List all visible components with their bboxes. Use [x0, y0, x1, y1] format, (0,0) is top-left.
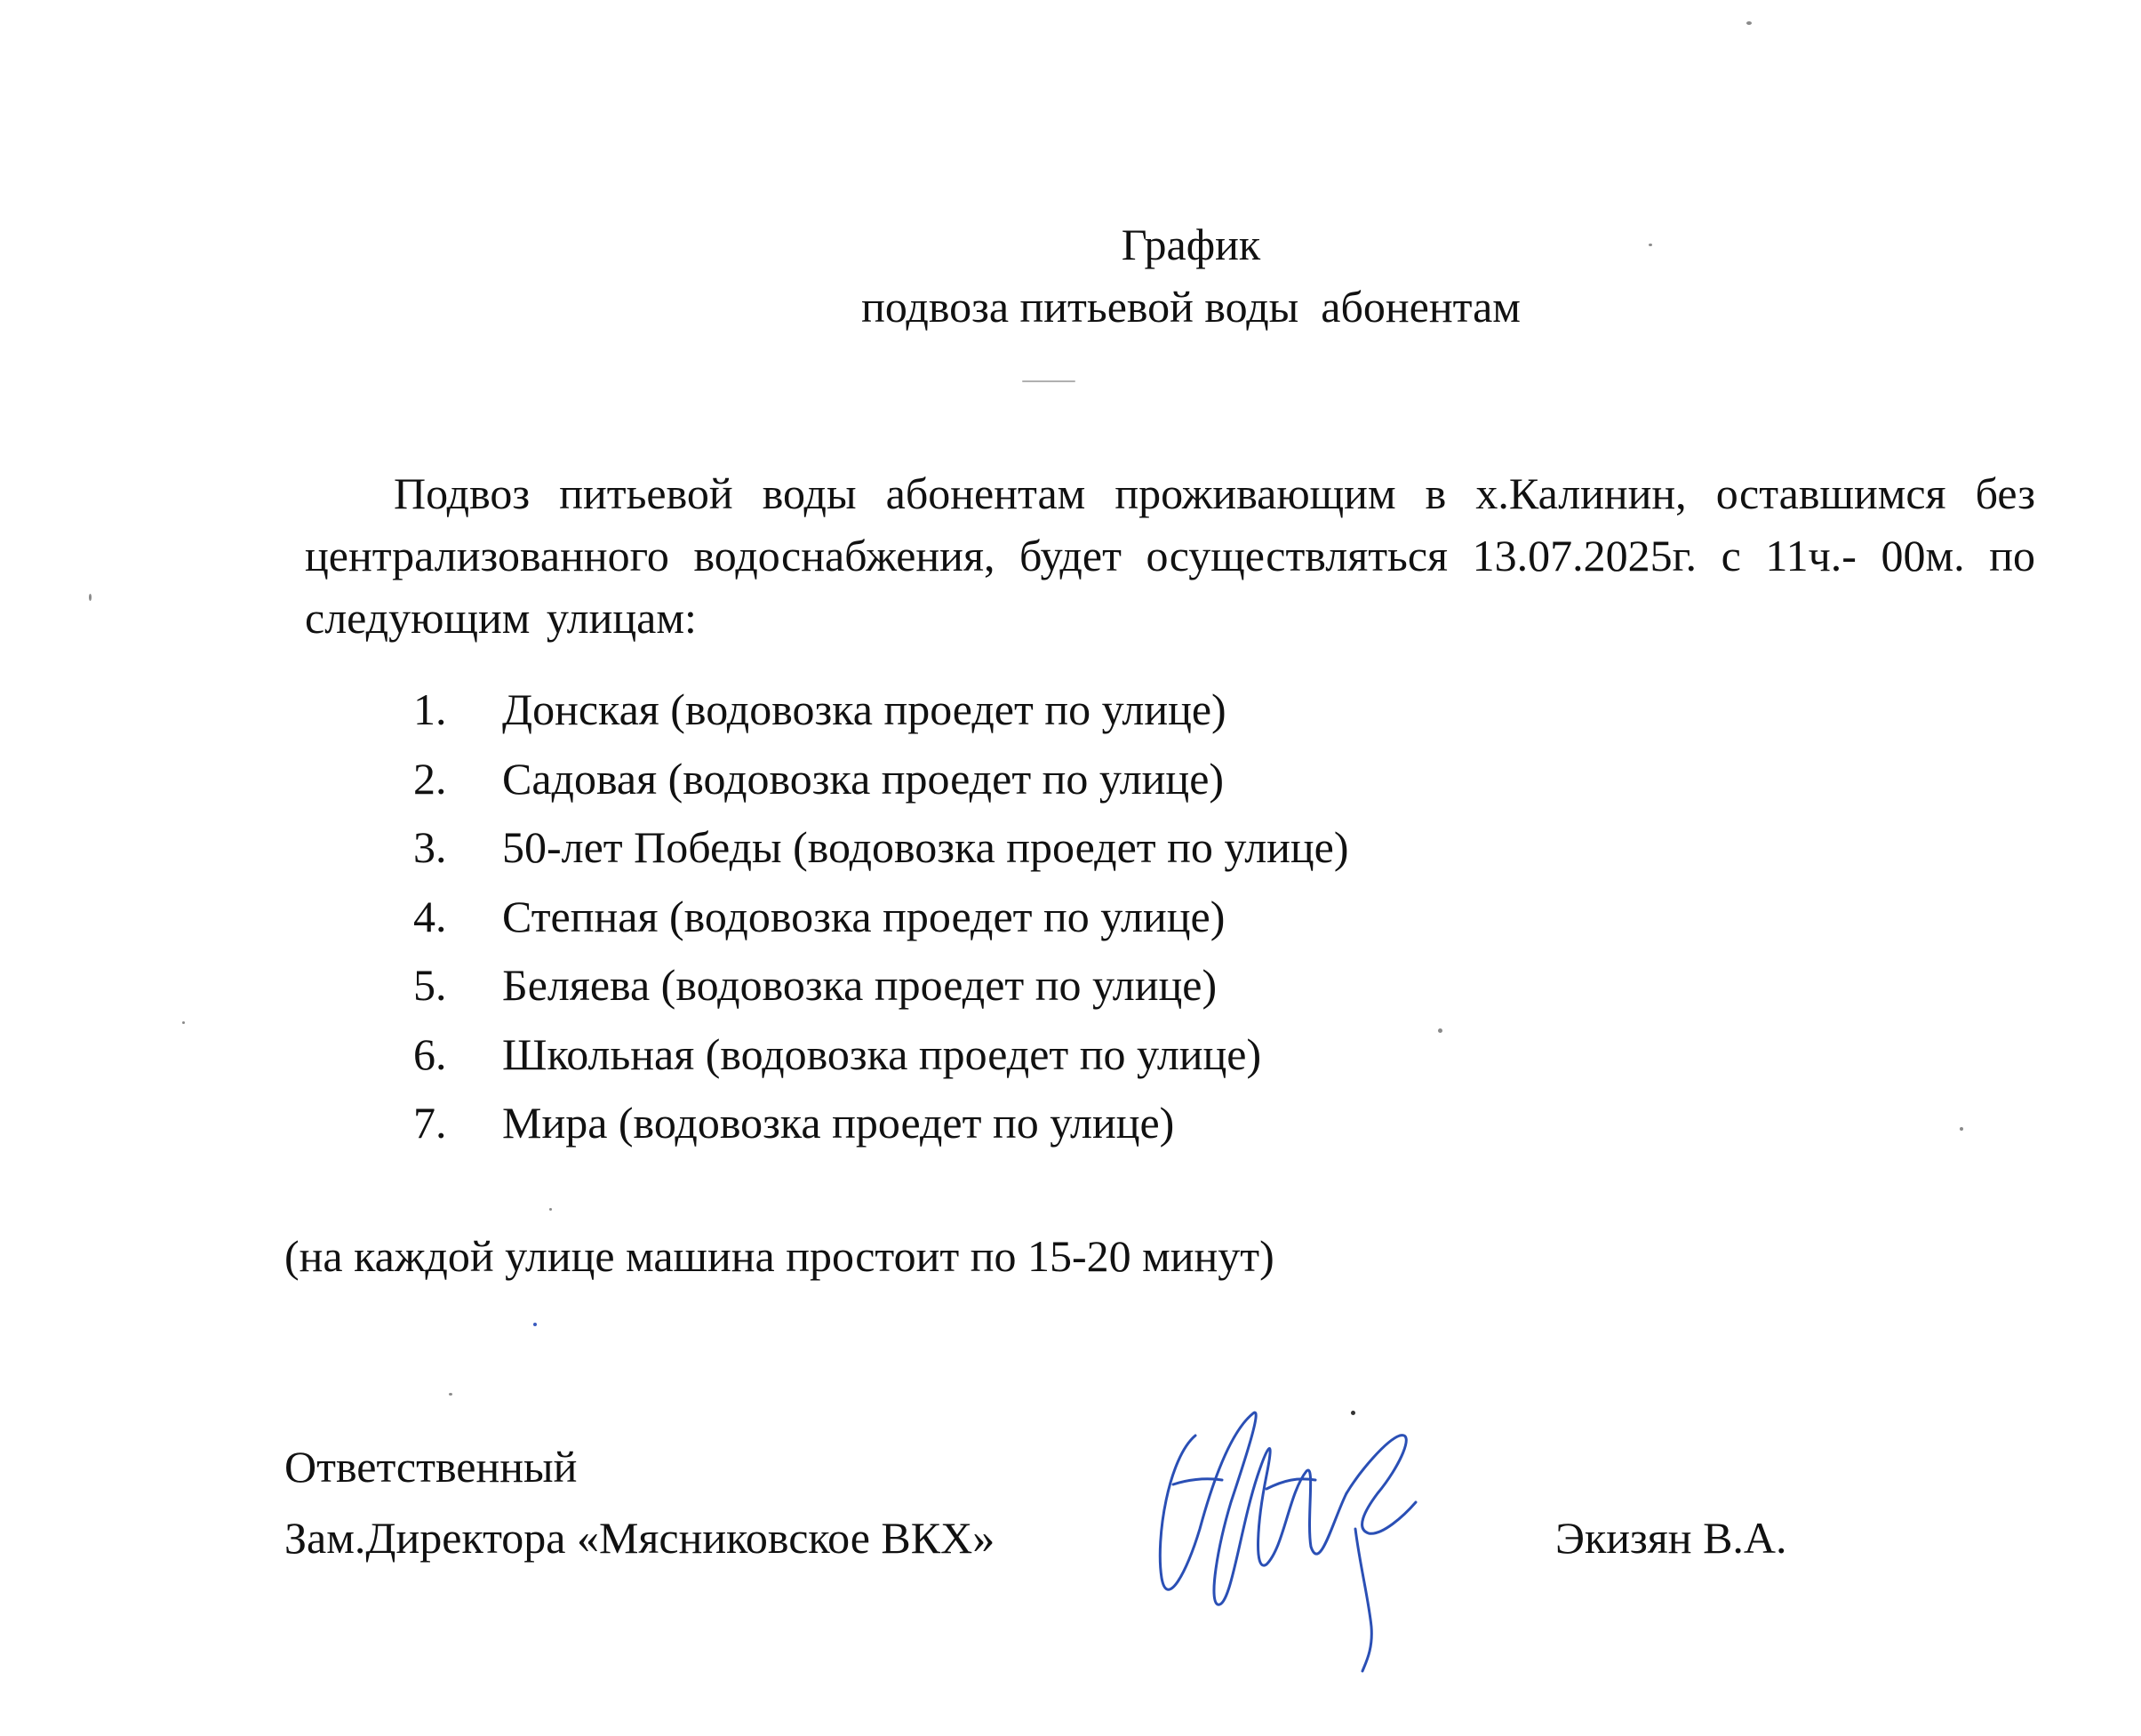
scan-speck: [182, 1021, 185, 1024]
scan-speck: [1022, 380, 1075, 382]
list-item: [413, 951, 1349, 1020]
list-item-number: 3.: [413, 822, 447, 872]
scan-speck: [449, 1393, 452, 1396]
list-item-text: Школьная (водовозка проедет по улице): [502, 1028, 1262, 1079]
signatory-name: Экизян В.А.: [1555, 1513, 1787, 1563]
list-item-text: 50-лет Победы (водовозка проедет по улице): [502, 822, 1349, 872]
duration-note: (на каждой улице машина простоит по 15-20 минут): [284, 1231, 1274, 1281]
list-item-number: 2.: [413, 753, 447, 804]
list-item-text: Садовая (водовозка проедет по улице): [502, 753, 1225, 804]
scan-speck: [1746, 21, 1752, 25]
scan-speck: [1649, 244, 1652, 246]
list-item: [413, 813, 1349, 883]
document-subtitle: подвоза питьевой воды абонентам: [861, 282, 1521, 332]
document-header: [622, 213, 1760, 338]
handwritten-signature: [1133, 1396, 1435, 1680]
list-item-number: 4.: [413, 891, 447, 941]
scan-speck: [89, 594, 92, 601]
list-item-number: 5.: [413, 960, 447, 1010]
list-item-number: 6.: [413, 1028, 447, 1079]
list-item: [413, 1089, 1349, 1158]
scan-speck: [533, 1323, 537, 1326]
street-list: [413, 676, 1349, 1158]
list-item: [413, 745, 1349, 814]
scan-speck: [1351, 1411, 1355, 1415]
list-item-number: 7.: [413, 1098, 447, 1148]
list-item-text: Степная (водовозка проедет по улице): [502, 891, 1226, 941]
list-item: [413, 883, 1349, 952]
signatory-block: [284, 1431, 995, 1573]
scan-speck: [1438, 1028, 1442, 1033]
signatory-role: Ответственный: [284, 1442, 578, 1492]
list-item-number: 1.: [413, 684, 447, 734]
list-item-text: Беляева (водовозка проедет по улице): [502, 960, 1218, 1010]
list-item-text: Донская (водовозка проедет по улице): [502, 684, 1226, 734]
list-item: [413, 1020, 1349, 1090]
list-item-text: Мира (водовозка проедет по улице): [502, 1098, 1175, 1148]
intro-paragraph: Подвоз питьевой воды абонентам проживающим в х.Калинин, оставшимся без централизованного водоснабжения, будет осуществляться 13.07.2025г. с 11ч.- 00м. по следующим улицам:: [305, 468, 2035, 643]
scan-speck: [549, 1208, 552, 1211]
document-title: График: [1121, 220, 1261, 269]
scan-speck: [1960, 1127, 1963, 1131]
signatory-position: Зам.Директора «Мясниковское ВКХ»: [284, 1513, 995, 1563]
list-item: [413, 676, 1349, 745]
